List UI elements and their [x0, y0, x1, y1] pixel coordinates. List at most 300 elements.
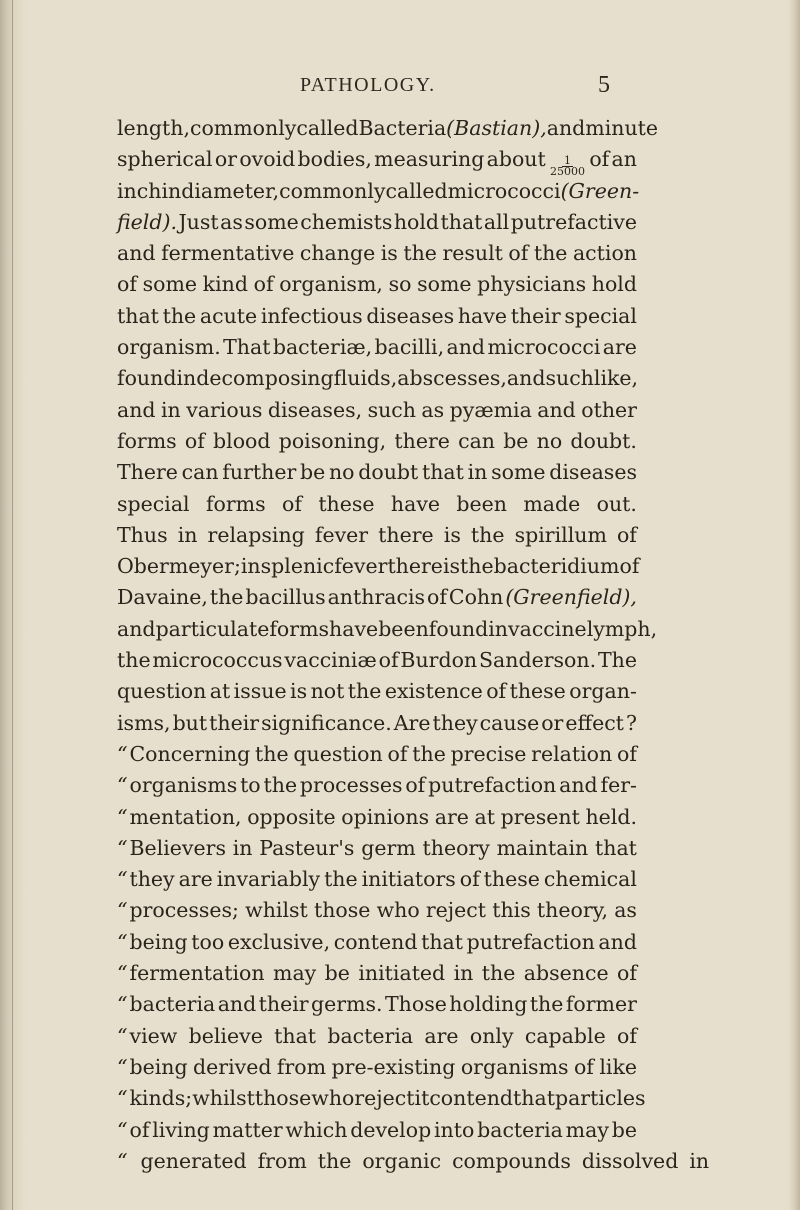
word: That: [223, 335, 271, 360]
word: (Bastian),: [446, 116, 547, 140]
word: infectious: [260, 303, 363, 328]
word-text: bacteria: [129, 992, 216, 1017]
word: the: [460, 554, 494, 579]
word: from: [257, 1148, 307, 1173]
word: too: [191, 929, 225, 954]
word: the: [481, 961, 516, 986]
word: [117, 1115, 149, 1146]
word: this: [492, 898, 531, 923]
text-line: [117, 363, 637, 394]
word: bacteriæ,: [272, 335, 373, 360]
word: diameter,: [181, 178, 280, 203]
body-text: [117, 113, 710, 1177]
word: have: [390, 491, 441, 516]
word-text: fermentation: [129, 961, 265, 986]
text-line: [117, 989, 637, 1020]
word: former: [565, 992, 637, 1017]
word: bacilli,: [374, 335, 445, 360]
word: in: [453, 961, 474, 986]
word: [117, 1146, 247, 1177]
word: have: [457, 303, 507, 328]
text-line: [117, 770, 637, 801]
word: chemists: [300, 209, 393, 234]
text-line: [117, 927, 637, 958]
word: in: [467, 460, 488, 485]
word: bacteridium: [493, 554, 620, 579]
word: that: [513, 1086, 555, 1111]
word: The: [597, 648, 637, 673]
word-text: organisms: [129, 773, 238, 798]
word: about: [486, 147, 546, 172]
text-line: [117, 520, 637, 551]
word: chemical: [543, 867, 637, 892]
quote-mark: “: [117, 898, 128, 923]
word: putrefactive: [510, 209, 637, 234]
word: are: [424, 1023, 459, 1048]
word: reject: [354, 1086, 415, 1111]
word: opinions: [341, 804, 430, 829]
word: there: [387, 554, 443, 579]
word: holding: [449, 992, 528, 1017]
text-line: [117, 864, 637, 895]
word: called: [385, 178, 448, 203]
text-line: [117, 1052, 637, 1083]
word: been: [456, 491, 507, 516]
word: they: [432, 710, 478, 735]
word: of: [617, 1023, 637, 1048]
quote-mark: “: [117, 1023, 128, 1048]
text-line: [117, 958, 637, 989]
word: particles: [554, 1086, 646, 1111]
word: physicians: [477, 272, 587, 297]
word: is: [443, 522, 461, 547]
word: significance.: [261, 710, 392, 735]
word: present: [500, 804, 580, 829]
word: measuring: [374, 147, 485, 172]
word: their: [258, 992, 309, 1017]
word: made: [523, 491, 581, 516]
word: of: [508, 241, 529, 266]
word: cause: [479, 710, 540, 735]
word: their: [510, 303, 561, 328]
word-text: mentation,: [129, 804, 242, 829]
text-line: [117, 645, 637, 676]
word: derived: [193, 1054, 272, 1079]
word: diseases: [366, 303, 455, 328]
word: fluids,: [333, 366, 398, 391]
word: some: [244, 209, 299, 234]
word: the: [347, 679, 382, 704]
word: and: [117, 397, 156, 422]
word: Burdon: [400, 648, 478, 673]
text-line: [117, 614, 658, 645]
word: are: [602, 335, 637, 360]
text-line: [117, 426, 637, 457]
word: decomposing: [196, 366, 334, 391]
text-line: [117, 1115, 637, 1146]
quote-mark: “: [117, 804, 128, 829]
word: [117, 833, 226, 864]
word-text: Believers: [129, 835, 226, 860]
word: which: [285, 1117, 348, 1142]
word: pyæmia: [449, 397, 532, 422]
word: precise: [450, 741, 527, 766]
word: forms: [205, 491, 266, 516]
word: and: [217, 992, 257, 1017]
word: the: [255, 741, 289, 766]
word-text: generated: [140, 1148, 247, 1173]
word: and: [506, 366, 546, 391]
word: relation: [531, 741, 613, 766]
quote-mark: “: [117, 929, 128, 954]
word: isms,: [117, 710, 171, 735]
book-gutter-shadow: [0, 0, 26, 1210]
word: initiated: [358, 961, 446, 986]
word: commonly: [189, 116, 297, 140]
word: commonly: [279, 178, 386, 203]
word: issue: [233, 679, 287, 704]
word: called: [296, 116, 359, 140]
word: micrococcus: [152, 648, 283, 673]
word-text: they: [129, 867, 175, 892]
word: poisoning,: [278, 428, 387, 453]
quote-mark: “: [117, 1148, 128, 1173]
word: only: [469, 1023, 514, 1048]
word: maintain: [496, 835, 589, 860]
word: [117, 739, 250, 770]
word: be: [299, 460, 326, 485]
word: believe: [188, 1023, 263, 1048]
word: in: [689, 1148, 710, 1173]
word-text: kinds;: [129, 1086, 193, 1111]
word: is: [442, 554, 461, 579]
word: in: [177, 522, 198, 547]
word: the: [529, 992, 564, 1017]
word: ?: [625, 710, 637, 735]
word: hold: [591, 272, 637, 297]
word: in: [240, 554, 261, 579]
word: forms: [117, 428, 177, 453]
word: as: [614, 898, 637, 923]
word: that: [274, 1023, 317, 1048]
word: an: [611, 147, 637, 172]
word: whilst: [192, 1086, 255, 1111]
text-line: [117, 301, 637, 332]
word: there: [394, 428, 450, 453]
word: various: [186, 397, 263, 422]
word: whilst: [245, 898, 308, 923]
word: in: [488, 616, 509, 641]
word: of: [617, 741, 637, 766]
word: at: [474, 804, 496, 829]
word: [117, 802, 242, 833]
word: such: [367, 397, 416, 422]
word: the: [317, 1148, 352, 1173]
word: who: [376, 898, 420, 923]
word: micrococci: [487, 335, 601, 360]
word: it: [414, 1086, 430, 1111]
word-text: Concerning: [129, 741, 251, 766]
word: forms: [269, 616, 330, 641]
text-line: [117, 269, 637, 300]
word: in: [232, 835, 253, 860]
word: [117, 1021, 177, 1052]
text-line: [117, 113, 659, 144]
word: to: [240, 773, 261, 798]
word: be: [503, 428, 529, 453]
word: Thus: [117, 522, 168, 547]
word: bacillus: [245, 585, 326, 610]
word: special: [564, 303, 637, 328]
quote-mark: “: [117, 741, 128, 766]
word: of: [617, 961, 637, 986]
word: or: [214, 147, 238, 172]
word: at: [209, 679, 231, 704]
word: pre-existing: [331, 1054, 456, 1079]
word: found: [428, 616, 489, 641]
text-line: [117, 833, 637, 864]
fraction: [548, 156, 587, 177]
word: out.: [596, 491, 637, 516]
text-line: [117, 739, 637, 770]
quote-mark: “: [117, 1054, 128, 1079]
word: further: [222, 460, 297, 485]
word: doubt.: [570, 428, 637, 453]
word: organisms: [460, 1054, 569, 1079]
text-line: [117, 582, 637, 613]
word: organ-: [569, 679, 637, 704]
word: There: [117, 460, 178, 485]
page-edge-shadow: [788, 0, 800, 1210]
word: are: [178, 867, 213, 892]
word: minute: [585, 116, 659, 140]
word: from: [276, 1054, 327, 1079]
word: bacteria: [477, 1117, 563, 1142]
text-line: [117, 144, 637, 179]
word: the: [412, 741, 446, 766]
text-line: [117, 1021, 637, 1052]
word: or: [541, 710, 564, 735]
word: of: [459, 867, 480, 892]
word: [117, 1083, 192, 1114]
word: putrefaction: [466, 929, 595, 954]
word: change: [299, 241, 376, 266]
word: so: [388, 272, 412, 297]
word: the: [403, 241, 437, 266]
word: fever: [334, 554, 388, 579]
word: the: [263, 773, 298, 798]
word: organism,: [279, 272, 383, 297]
word-text: processes;: [129, 898, 239, 923]
word: action: [572, 241, 637, 266]
word: can: [181, 460, 219, 485]
word-text: being: [129, 1054, 188, 1079]
word: all: [483, 209, 510, 234]
word: organic: [362, 1148, 442, 1173]
word: fer-: [600, 773, 637, 798]
word: these: [483, 867, 540, 892]
word: putrefaction: [428, 773, 557, 798]
word: that: [117, 303, 159, 328]
word: be: [611, 1117, 637, 1142]
word: fever: [314, 522, 369, 547]
word: such: [545, 366, 594, 391]
text-line: [117, 895, 637, 926]
word: Are: [393, 710, 431, 735]
word: in: [176, 366, 197, 391]
text-line: [117, 708, 637, 739]
word: Obermeyer;: [117, 554, 241, 579]
word: ovoid: [239, 147, 296, 172]
text-line: [117, 489, 637, 520]
word: lymph,: [586, 616, 658, 641]
word: Just: [178, 209, 219, 234]
word: question: [117, 679, 207, 704]
word: the: [533, 241, 568, 266]
word: that: [421, 929, 464, 954]
word: field).: [117, 209, 177, 234]
word: contend: [333, 929, 418, 954]
word: who: [311, 1086, 355, 1111]
word: vaccine: [508, 616, 587, 641]
quote-mark: “: [117, 835, 128, 860]
word: initiators: [361, 867, 456, 892]
word: [117, 864, 175, 895]
word: bodies,: [297, 147, 372, 172]
word: inch: [117, 178, 162, 203]
word: not: [310, 679, 345, 704]
word: exclusive,: [227, 929, 331, 954]
word: capable: [524, 1023, 606, 1048]
word: of: [184, 428, 205, 453]
word: (Green-: [560, 178, 640, 203]
word: the: [117, 648, 151, 673]
quote-mark: “: [117, 867, 128, 892]
word: in: [161, 178, 182, 203]
word: hold: [393, 209, 440, 234]
word: [117, 989, 215, 1020]
page-number: 5: [598, 72, 610, 98]
word: no: [536, 428, 563, 453]
word: in: [161, 397, 181, 422]
word: theory,: [536, 898, 609, 923]
word: and: [559, 773, 598, 798]
word: result: [442, 241, 503, 266]
word: opposite: [247, 804, 336, 829]
quote-mark: “: [117, 773, 128, 798]
text-line: [117, 1083, 646, 1114]
word: may: [273, 961, 317, 986]
word: processes: [299, 773, 403, 798]
word: these: [318, 491, 375, 516]
word: abscesses,: [397, 366, 507, 391]
text-line: [117, 332, 637, 363]
word: and: [598, 929, 637, 954]
word: is: [380, 241, 398, 266]
word: no: [328, 460, 355, 485]
word: into: [433, 1117, 475, 1142]
word: of: [117, 272, 137, 297]
word: diseases,: [267, 397, 363, 422]
word: Davaine,: [117, 585, 208, 610]
quote-mark: “: [117, 1117, 128, 1142]
word: relapsing: [207, 522, 305, 547]
word: Those: [384, 992, 447, 1017]
text-line: [117, 1146, 710, 1177]
fraction-denominator: 25000: [550, 165, 586, 179]
word: have: [329, 616, 379, 641]
word-text: view: [129, 1023, 178, 1048]
word: of: [616, 522, 637, 547]
word: [117, 895, 239, 926]
word: existence: [384, 679, 483, 704]
text-line: [117, 802, 637, 833]
word: some: [142, 272, 198, 297]
word: reject: [425, 898, 487, 923]
word: the: [162, 303, 197, 328]
word: contend: [429, 1086, 514, 1111]
word: like,: [593, 366, 639, 391]
word: and: [546, 116, 586, 140]
word: are: [434, 804, 469, 829]
word: doubt: [358, 460, 419, 485]
word: bacteria: [327, 1023, 414, 1048]
word: absence: [523, 961, 609, 986]
word: those: [313, 898, 371, 923]
word: anthracis: [327, 585, 426, 610]
word: germs.: [311, 992, 383, 1017]
word: held.: [585, 804, 637, 829]
word: and: [117, 241, 156, 266]
word: effect: [565, 710, 624, 735]
word: of: [427, 585, 447, 610]
word: other: [581, 397, 637, 422]
word: living: [152, 1117, 210, 1142]
running-head: [0, 74, 800, 106]
word: organism.: [117, 335, 221, 360]
text-line: [117, 395, 637, 426]
word: some: [417, 272, 472, 297]
word: as: [220, 209, 243, 234]
word: kind: [202, 272, 248, 297]
text-line: [117, 551, 640, 582]
word: particulate: [155, 616, 270, 641]
word: diseases: [549, 460, 637, 485]
word: fermentative: [161, 241, 295, 266]
word: develop: [350, 1117, 432, 1142]
word: the: [470, 522, 505, 547]
word: those: [254, 1086, 312, 1111]
word: and: [537, 397, 576, 422]
text-line: [117, 207, 637, 238]
word: spherical: [117, 147, 213, 172]
word: [117, 770, 237, 801]
word: of: [405, 773, 426, 798]
word: but: [172, 710, 208, 735]
word-text: being: [129, 929, 188, 954]
word: spirillum: [514, 522, 607, 547]
word: of: [619, 554, 640, 579]
text-line: [117, 176, 640, 207]
fraction-numerator: 1: [564, 154, 572, 168]
word: of: [573, 1054, 594, 1079]
word: vacciniæ: [284, 648, 377, 673]
word: of: [387, 741, 408, 766]
word: compounds: [452, 1148, 571, 1173]
word: of: [253, 272, 274, 297]
word: special: [117, 491, 190, 516]
word: [117, 958, 265, 989]
